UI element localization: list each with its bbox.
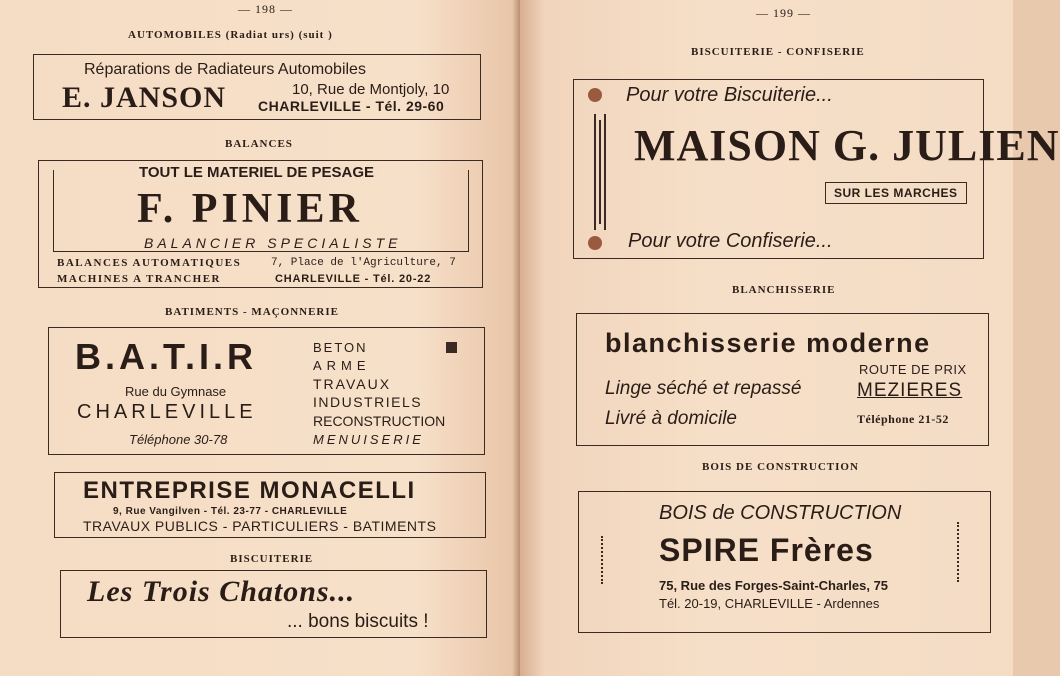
service-item: TRAVAUX: [313, 376, 392, 392]
ad-janson: [33, 54, 481, 120]
page-number: — 198 —: [238, 2, 293, 16]
ad-trois-chatons: [60, 570, 487, 638]
page-number: — 199 —: [756, 6, 811, 20]
ad-line-bottom: Pour votre Confiserie...: [628, 230, 833, 252]
ad-line1-left: BALANCES AUTOMATIQUES: [57, 257, 242, 269]
ad-service-1: Linge séché et repassé: [605, 378, 802, 399]
section-heading-bois: BOIS DE CONSTRUCTION: [702, 461, 859, 473]
ad-service-2: Livré à domicile: [605, 408, 737, 429]
section-heading-blanchisserie: BLANCHISSERIE: [732, 284, 836, 296]
ad-slogan: ... bons biscuits !: [287, 611, 429, 632]
square-bullet-icon: [446, 342, 457, 353]
ad-name: blanchisserie moderne: [605, 328, 931, 358]
dot-bullet-icon: [588, 88, 602, 102]
ad-name: MAISON G. JULIEN: [634, 121, 1060, 170]
ad-name: Les Trois Chatons...: [87, 575, 356, 608]
ad-category: BOIS de CONSTRUCTION: [659, 502, 902, 524]
decorative-line: [599, 120, 601, 224]
ad-spire: [578, 491, 991, 633]
ad-name: SPIRE Frères: [659, 532, 874, 568]
ad-phone: Téléphone 21-52: [857, 412, 949, 426]
ad-city: CHARLEVILLE: [77, 401, 257, 423]
service-item: RECONSTRUCTION: [313, 413, 446, 429]
ad-batir: [48, 327, 485, 455]
ad-address: 75, Rue des Forges-Saint-Charles, 75: [659, 578, 889, 593]
ad-subtitle: BALANCIER SPECIALISTE: [144, 235, 402, 251]
left-page: [0, 0, 520, 676]
ad-monacelli: [54, 472, 486, 538]
ad-tagline: Réparations de Radiateurs Automobiles: [84, 61, 366, 78]
ad-services: TRAVAUX PUBLICS - PARTICULIERS - BATIMENTS: [83, 518, 437, 534]
section-heading-batiments: BATIMENTS - MAÇONNERIE: [165, 306, 339, 318]
ad-pinier: [38, 160, 483, 288]
ad-name: ENTREPRISE MONACELLI: [83, 477, 416, 504]
ad-julien: [573, 79, 1060, 259]
ad-line1-right: 7, Place de l'Agriculture, 7: [271, 257, 456, 269]
decorative-line: [604, 114, 606, 230]
service-item: MENUISERIE: [313, 432, 424, 447]
ad-name: B.A.T.I.R: [75, 336, 258, 377]
ad-line2-left: MACHINES A TRANCHER: [57, 273, 221, 285]
ad-line2-right: CHARLEVILLE - Tél. 20-22: [275, 273, 432, 285]
ad-blanchisserie: [576, 313, 989, 446]
ad-address: 9, Rue Vangilven - Tél. 23-77 - CHARLEVILLE: [113, 506, 348, 517]
ad-street: Rue du Gymnase: [125, 384, 227, 399]
right-page: [520, 0, 1060, 676]
ad-road: ROUTE DE PRIX: [859, 362, 967, 377]
ad-city: MEZIERES: [857, 380, 963, 401]
ad-city-phone: CHARLEVILLE - Tél. 29-60: [258, 98, 445, 114]
ad-location: SUR LES MARCHES: [825, 182, 967, 204]
ad-phone-city: Tél. 20-19, CHARLEVILLE - Ardennes: [659, 596, 880, 611]
dot-bullet-icon: [588, 236, 602, 250]
ad-name: F. PINIER: [137, 186, 363, 232]
decorative-line: [594, 114, 596, 230]
service-item: INDUSTRIELS: [313, 394, 423, 410]
service-item: ARME: [313, 358, 371, 373]
section-heading-balances: BALANCES: [225, 138, 293, 150]
decorative-dots-left: [601, 536, 611, 584]
section-heading-biscuiterie: BISCUITERIE: [230, 553, 314, 565]
ad-phone: Téléphone 30-78: [129, 432, 228, 447]
service-item: BETON: [313, 340, 368, 355]
ad-address: 10, Rue de Montjoly, 10: [292, 81, 450, 98]
ad-name: E. JANSON: [62, 81, 227, 114]
ad-line-top: Pour votre Biscuiterie...: [626, 84, 833, 106]
decorative-dots-right: [957, 522, 967, 582]
ad-tagline: TOUT LE MATERIEL DE PESAGE: [135, 164, 378, 181]
section-heading-automobiles: AUTOMOBILES (Radiat urs) (suit ): [128, 29, 333, 41]
section-heading-biscuiterie-confiserie: BISCUITERIE - CONFISERIE: [691, 46, 865, 58]
